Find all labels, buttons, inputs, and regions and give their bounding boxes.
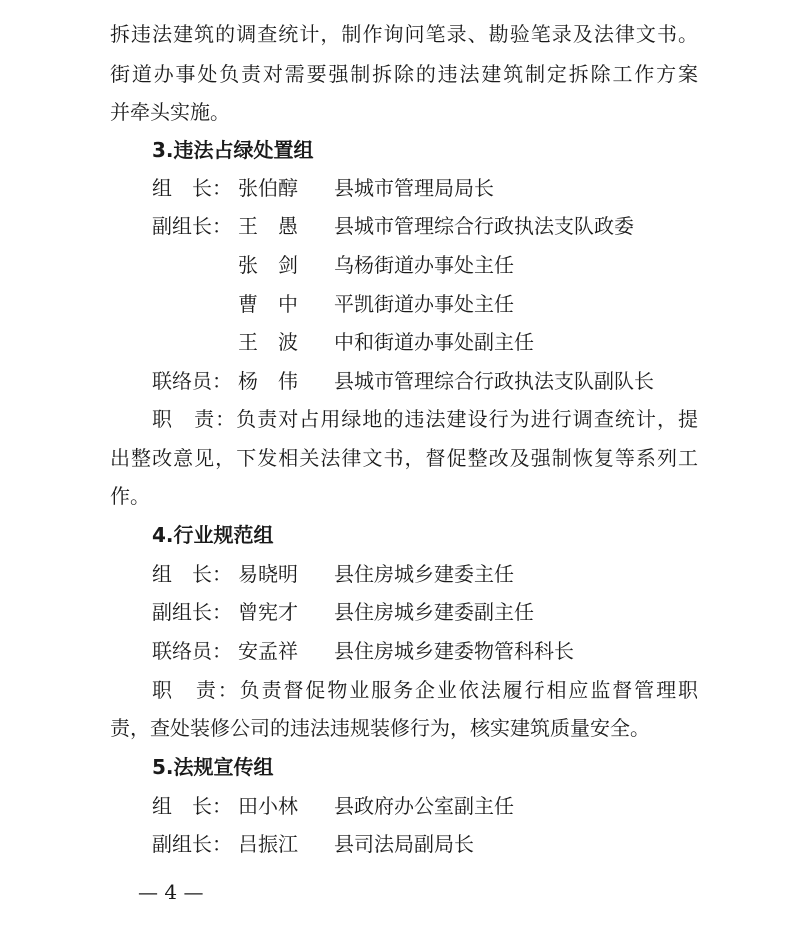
section4-deputy-name: 曾宪才	[238, 600, 298, 624]
section3-deputy-name: 王 波	[238, 330, 298, 354]
section4-liaison-name: 安孟祥	[238, 639, 298, 663]
intro-line-1: 拆违法建筑的调查统计，制作询问笔录、勘验笔录及法律文书。	[110, 22, 698, 46]
section4-liaison-role: 联络员：	[152, 639, 232, 663]
section3-duty-line-2: 出整改意见，下发相关法律文书，督促整改及强制恢复等系列工	[110, 446, 698, 470]
page-number: — 4 —	[138, 880, 204, 904]
section3-leader-role: 组 长：	[152, 176, 232, 200]
section3-deputy-title: 乌杨街道办事处主任	[334, 253, 514, 277]
section4-deputy-title: 县住房城乡建委副主任	[334, 600, 534, 624]
section3-deputy-title: 县城市管理综合行政执法支队政委	[334, 214, 634, 238]
section3-duty-line-1: 职 责：负责对占用绿地的违法建设行为进行调查统计，提	[152, 407, 698, 431]
section3-liaison-title: 县城市管理综合行政执法支队副队长	[334, 369, 654, 393]
section5-heading: 5.法规宣传组	[152, 755, 274, 779]
section4-deputy-role: 副组长：	[152, 600, 232, 624]
section5-deputy-title: 县司法局副局长	[334, 832, 474, 856]
section4-duty-line-2: 责，查处装修公司的违法违规装修行为，核实建筑质量安全。	[110, 716, 650, 740]
section5-leader-title: 县政府办公室副主任	[334, 794, 514, 818]
section5-deputy-role: 副组长：	[152, 832, 232, 856]
intro-line-2: 街道办事处负责对需要强制拆除的违法建筑制定拆除工作方案	[110, 62, 698, 86]
section5-deputy-name: 吕振江	[238, 832, 298, 856]
section3-deputy-title: 平凯街道办事处主任	[334, 292, 514, 316]
section3-heading: 3.违法占绿处置组	[152, 138, 314, 162]
section3-deputy-name: 张 剑	[238, 253, 298, 277]
section3-leader-name: 张伯醇	[238, 176, 298, 200]
section3-liaison-name: 杨 伟	[238, 369, 298, 393]
section3-deputy-role: 副组长：	[152, 214, 232, 238]
section4-leader-name: 易晓明	[238, 562, 298, 586]
intro-line-3: 并牵头实施。	[110, 100, 230, 124]
section3-duty-line-3: 作。	[110, 484, 150, 508]
section3-liaison-role: 联络员：	[152, 369, 232, 393]
section3-deputy-title: 中和街道办事处副主任	[334, 330, 534, 354]
section3-deputy-name: 曹 中	[238, 292, 298, 316]
section4-leader-title: 县住房城乡建委主任	[334, 562, 514, 586]
section4-heading: 4.行业规范组	[152, 523, 274, 547]
section3-leader-title: 县城市管理局局长	[334, 176, 494, 200]
section5-leader-role: 组 长：	[152, 794, 232, 818]
section3-deputy-name: 王 愚	[238, 214, 298, 238]
section4-duty-line-1: 职 责：负责督促物业服务企业依法履行相应监督管理职	[152, 678, 698, 702]
section4-liaison-title: 县住房城乡建委物管科科长	[334, 639, 574, 663]
section5-leader-name: 田小林	[238, 794, 298, 818]
section4-leader-role: 组 长：	[152, 562, 232, 586]
